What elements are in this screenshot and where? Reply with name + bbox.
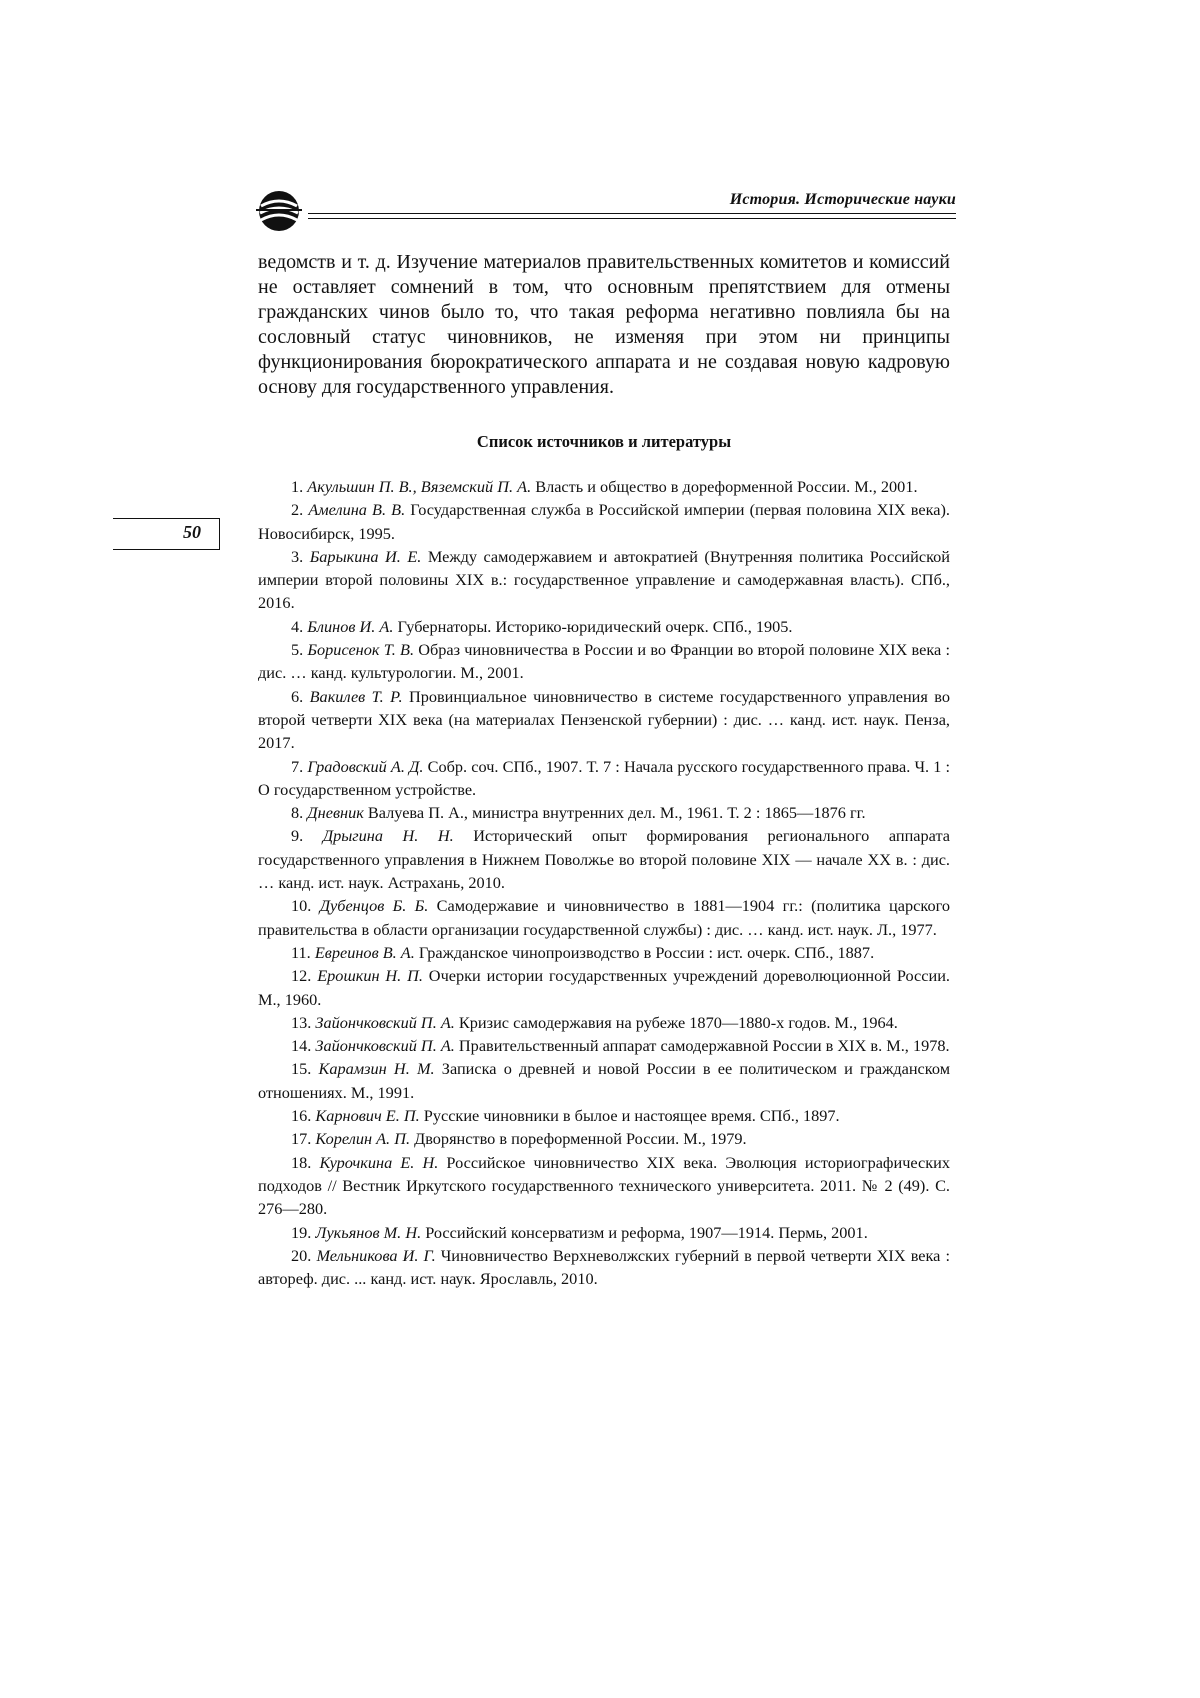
reference-item bbox=[258, 498, 950, 545]
reference-item bbox=[258, 1011, 950, 1034]
reference-number: 18. bbox=[291, 1152, 320, 1172]
header-rule bbox=[308, 213, 956, 214]
reference-item bbox=[258, 1151, 950, 1221]
body-paragraph: ведомств и т. д. Изучение материалов правительственных комитетов и комиссий не оставляет сомнений в том, что основным препятствием для отмены гражданских чинов было то, что такая реформа негативно повлияла бы на сословный статус чиновников, не изменяя при этом ни принципы функционирования бюрократического аппарата и не создавая новую кадровую основу для государственного управления. bbox=[258, 251, 950, 398]
reference-item bbox=[258, 894, 950, 941]
header-rule bbox=[308, 218, 956, 219]
reference-author: Зайончковский П. А. bbox=[315, 1012, 455, 1032]
section-heading: Список источников и литературы bbox=[476, 432, 732, 451]
reference-number: 11. bbox=[291, 942, 315, 962]
page-number-box bbox=[113, 518, 220, 550]
reference-number: 15. bbox=[291, 1059, 319, 1079]
reference-author: Амелина В. В. bbox=[308, 500, 406, 520]
reference-author: Дубенцов Б. Б. bbox=[319, 896, 429, 916]
page-number: 50 bbox=[183, 522, 201, 542]
reference-number: 20. bbox=[291, 1245, 317, 1265]
reference-number: 5. bbox=[291, 640, 308, 660]
reference-author: Борисенок Т. В. bbox=[307, 640, 415, 660]
reference-text: Власть и общество в дореформенной России. М., 2001. bbox=[531, 477, 918, 496]
reference-number: 17. bbox=[291, 1129, 316, 1149]
reference-item bbox=[258, 475, 950, 498]
reference-number: 4. bbox=[291, 616, 308, 636]
reference-item bbox=[258, 941, 950, 964]
reference-author: Ерошкин Н. П. bbox=[317, 966, 423, 986]
reference-number: 7. bbox=[291, 756, 308, 776]
reference-text: Исторический опыт формирования регионального аппарата государственного управления в Нижнем Поволжье во второй половине XIX — начале XX в. : дис. … канд. ист. наук. Астрахань, 2010. bbox=[258, 826, 950, 893]
reference-item bbox=[258, 1244, 950, 1291]
reference-text: Государственная служба в Российской империи (первая половина XIX века). Новосибирск, 1995. bbox=[258, 500, 950, 543]
reference-text: Чиновничество Верхневолжских губерний в первой четверти XIX века : автореф. дис. ... канд. ист. наук. Ярославль, 2010. bbox=[258, 1245, 950, 1289]
reference-item bbox=[258, 615, 950, 638]
journal-logo-icon bbox=[256, 188, 302, 234]
reference-text: Собр. соч. СПб., 1907. Т. 7 : Начала русского государственного права. Ч. 1 : О государственном устройстве. bbox=[258, 756, 951, 799]
reference-text: Правительственный аппарат самодержавной России в XIX в. М., 1978. bbox=[454, 1036, 950, 1056]
reference-list bbox=[258, 475, 950, 1290]
reference-item bbox=[258, 545, 950, 615]
reference-author: Дрыгина Н. Н. bbox=[322, 826, 454, 846]
reference-author: Мельникова И. Г. bbox=[316, 1245, 436, 1265]
reference-author: Акульшин П. В., Вяземский П. А. bbox=[307, 477, 532, 496]
reference-number: 6. bbox=[291, 686, 310, 706]
reference-item bbox=[258, 1034, 950, 1057]
reference-number: 14. bbox=[291, 1036, 316, 1056]
reference-text: Дворянство в пореформенной России. М., 1979. bbox=[410, 1129, 747, 1149]
reference-text: Кризис самодержавия на рубеже 1870—1880-х годов. М., 1964. bbox=[454, 1012, 898, 1032]
reference-text: Образ чиновничества в России и во Франции во второй половине XIX века : дис. … канд. культурологии. М., 2001. bbox=[258, 640, 950, 683]
reference-author: Карамзин Н. М. bbox=[318, 1059, 435, 1079]
reference-number: 2. bbox=[291, 500, 309, 520]
reference-number: 13. bbox=[291, 1012, 316, 1032]
reference-item bbox=[258, 1127, 950, 1150]
reference-author: Евреинов В. А. bbox=[314, 942, 415, 962]
reference-author: Дневник bbox=[307, 803, 364, 823]
reference-text: Провинциальное чиновничество в системе государственного управления во второй четверти XIX века (на материалах Пензенской губернии) : дис. … канд. ист. наук. Пенза, 2017. bbox=[258, 686, 950, 753]
reference-text: Самодержавие и чиновничество в 1881—1904 гг.: (политика царского правительства в области организации государственной службы) : дис. … канд. ист. наук. Л., 1977. bbox=[258, 896, 950, 939]
reference-text: Российское чиновничество XIX века. Эволюция историографических подходов // Вестник Иркутского государственного технического университета. 2011. № 2 (49). С. 276—280. bbox=[258, 1152, 951, 1219]
reference-item bbox=[258, 964, 950, 1011]
reference-text: Валуева П. А., министра внутренних дел. М., 1961. Т. 2 : 1865—1876 гг. bbox=[363, 803, 866, 823]
reference-author: Блинов И. А. bbox=[307, 616, 394, 636]
reference-author: Градовский А. Д. bbox=[307, 756, 424, 776]
running-title: История. Исторические науки bbox=[729, 191, 956, 208]
reference-number: 8. bbox=[291, 803, 308, 823]
reference-text: Гражданское чинопроизводство в России : ист. очерк. СПб., 1887. bbox=[414, 942, 875, 962]
reference-author: Лукьянов М. Н. bbox=[315, 1222, 422, 1242]
reference-item bbox=[258, 755, 950, 802]
reference-text: Между самодержавием и автократией (Внутренняя политика Российской империи второй половины XIX в.: государственное управление и самодержавная власть). СПб., 2016. bbox=[258, 546, 951, 613]
reference-text: Губернаторы. Историко-юридический очерк. СПб., 1905. bbox=[393, 616, 793, 636]
reference-item bbox=[258, 1057, 950, 1104]
reference-item bbox=[258, 1221, 950, 1244]
reference-text: Записка о древней и новой России в ее политическом и гражданском отношениях. М., 1991. bbox=[258, 1059, 950, 1102]
reference-text: Очерки истории государственных учреждений дореволюционной России. М., 1960. bbox=[258, 966, 951, 1009]
reference-author: Корелин А. П. bbox=[315, 1129, 411, 1149]
reference-item bbox=[258, 1104, 950, 1127]
reference-number: 19. bbox=[291, 1222, 316, 1242]
reference-author: Карнович Е. П. bbox=[315, 1106, 420, 1126]
reference-author: Вакилев Т. Р. bbox=[309, 686, 403, 706]
reference-number: 3. bbox=[291, 546, 310, 566]
reference-item bbox=[258, 801, 950, 824]
reference-text: Русские чиновники в былое и настоящее время. СПб., 1897. bbox=[419, 1106, 840, 1126]
reference-author: Барыкина И. Е. bbox=[309, 546, 422, 566]
reference-number: 12. bbox=[291, 966, 318, 986]
reference-item bbox=[258, 685, 950, 755]
reference-number: 10. bbox=[291, 896, 320, 916]
reference-item bbox=[258, 824, 950, 894]
reference-number: 16. bbox=[291, 1106, 316, 1126]
reference-item bbox=[258, 638, 950, 685]
reference-number: 1. bbox=[291, 477, 308, 496]
reference-author: Зайончковский П. А. bbox=[315, 1036, 455, 1056]
page-header bbox=[256, 188, 956, 232]
reference-number: 9. bbox=[291, 826, 323, 846]
reference-text: Российский консерватизм и реформа, 1907—1914. Пермь, 2001. bbox=[421, 1222, 868, 1242]
reference-author: Курочкина Е. Н. bbox=[319, 1152, 439, 1172]
